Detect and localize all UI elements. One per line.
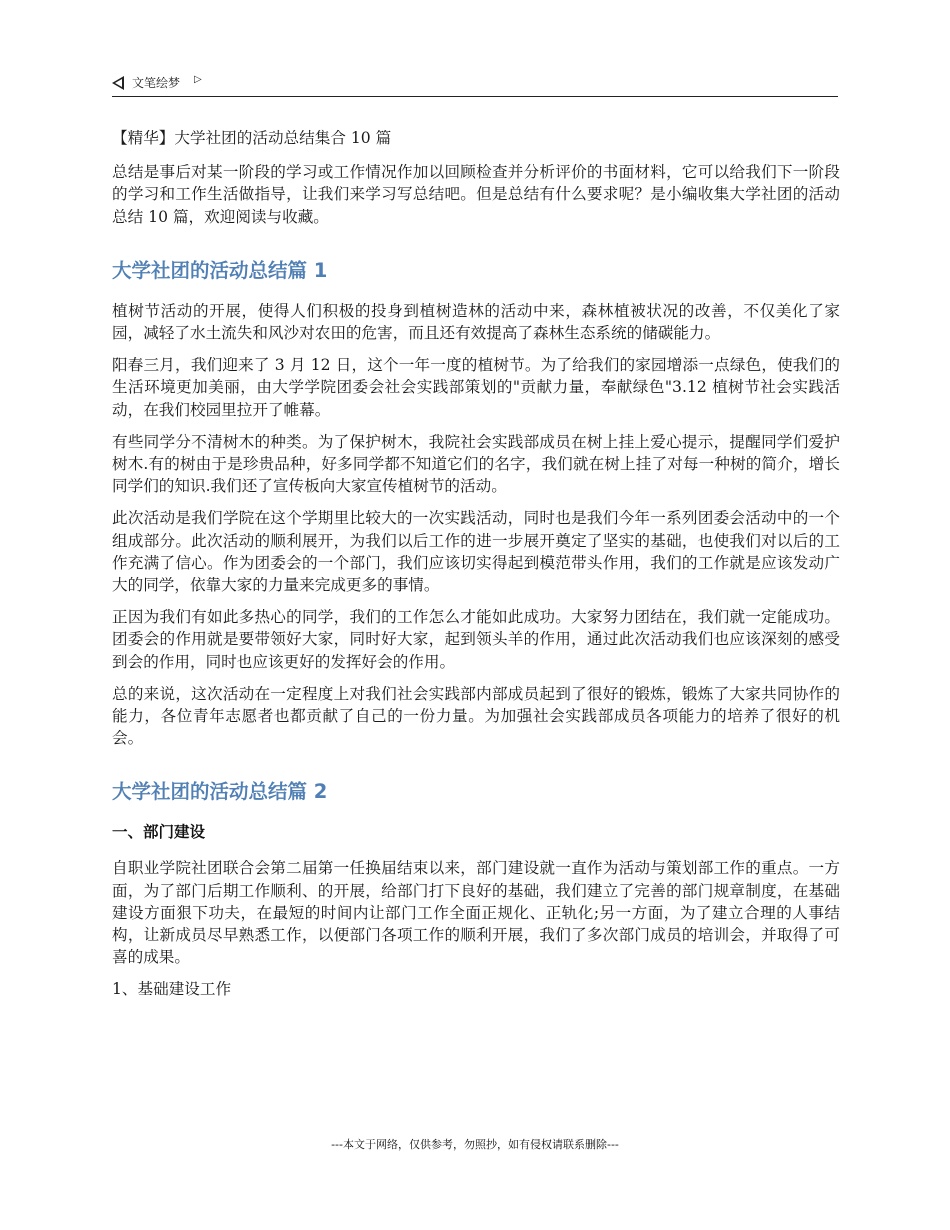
section-2-heading: 大学社团的活动总结篇 2	[112, 780, 328, 804]
paragraph: 阳春三月，我们迎来了 3 月 12 日，这个一年一度的植树节。为了给我们的家园增添一点绿色，使我们的生活环境更加美丽，由大学学院团委会社会实践部策划的"贡献力量，奉献绿色"3.12 植树节社会实践活动，在我们校园里拉开了帷幕。	[112, 356, 840, 419]
triangle-right-icon: ▷	[194, 74, 202, 85]
paragraph: 此次活动是我们学院在这个学期里比较大的一次实践活动，同时也是我们今年一系列团委会活动中的一个组成部分。此次活动的顺利展开，为我们以后工作的进一步展开奠定了坚实的基础，也使我们对以后的工作充满了信心。作为团委会的一个部门，我们应该切实得起到模范带头作用，我们的工作就是应该发动广大的同学，依靠大家的力量来完成更多的事情。	[112, 509, 840, 595]
paragraph: 有些同学分不清树木的种类。为了保护树木，我院社会实践部成员在树上挂上爱心提示，提醒同学们爱护树木.有的树由于是珍贵品种，好多同学都不知道它们的名字，我们就在树上挂了对每一种树的简介，增长同学们的知识.我们还了宣传板向大家宣传植树节的活动。	[112, 432, 840, 496]
subsection-heading: 一、部门建设	[112, 823, 206, 842]
section-1-heading: 大学社团的活动总结篇 1	[112, 258, 328, 282]
page-header	[112, 72, 838, 97]
document-title: 【精华】大学社团的活动总结集合 10 篇	[112, 129, 392, 147]
paragraph: 总的来说，这次活动在一定程度上对我们社会实践部内部成员起到了很好的锻炼，锻炼了大家共同协作的能力，各位青年志愿者也都贡献了自己的一份力量。为加强社会实践部成员各项能力的培养了很好的机会。	[112, 684, 840, 748]
triangle-left-icon	[112, 76, 124, 90]
page-footer: ---本文于网络，仅供参考，勿照抄，如有侵权请联系删除---	[331, 1138, 619, 1151]
intro-paragraph: 总结是事后对某一阶段的学习或工作情况作加以回顾检查并分析评价的书面材料，它可以给我们下一阶段的学习和工作生活做指导，让我们来学习写总结吧。但是总结有什么要求呢？是小编收集大学社团的活动总结 10 篇，欢迎阅读与收藏。	[112, 163, 840, 226]
paragraph: 自职业学院社团联合会第二届第一任换届结束以来，部门建设就一直作为活动与策划部工作的重点。一方面，为了部门后期工作顺利、的开展，给部门打下良好的基础，我们建立了完善的部门规章制度，在基础建设方面狠下功夫，在最短的时间内让部门工作全面正规化、正轨化;另一方面，为了建立合理的人事结构，让新成员尽早熟悉工作，以便部门各项工作的顺利开展，我们了多次部门成员的培训会，并取得了可喜的成果。	[112, 859, 840, 967]
paragraph: 正因为我们有如此多热心的同学，我们的工作怎么才能如此成功。大家努力团结在，我们就一定能成功。团委会的作用就是要带领好大家，同时好大家，起到领头羊的作用，通过此次活动我们也应该深刻的感受到会的作用，同时也应该更好的发挥好会的作用。	[112, 608, 840, 671]
list-item-heading: 1、基础建设工作	[112, 980, 232, 999]
document-body	[112, 127, 840, 1011]
brand-name: 文笔绘梦	[132, 76, 181, 90]
brand	[112, 74, 202, 91]
paragraph: 植树节活动的开展，使得人们积极的投身到植树造林的活动中来，森林植被状况的改善，不仅美化了家园，减轻了水土流失和风沙对农田的危害，而且还有效提高了森林生态系统的储碳能力。	[112, 301, 840, 343]
